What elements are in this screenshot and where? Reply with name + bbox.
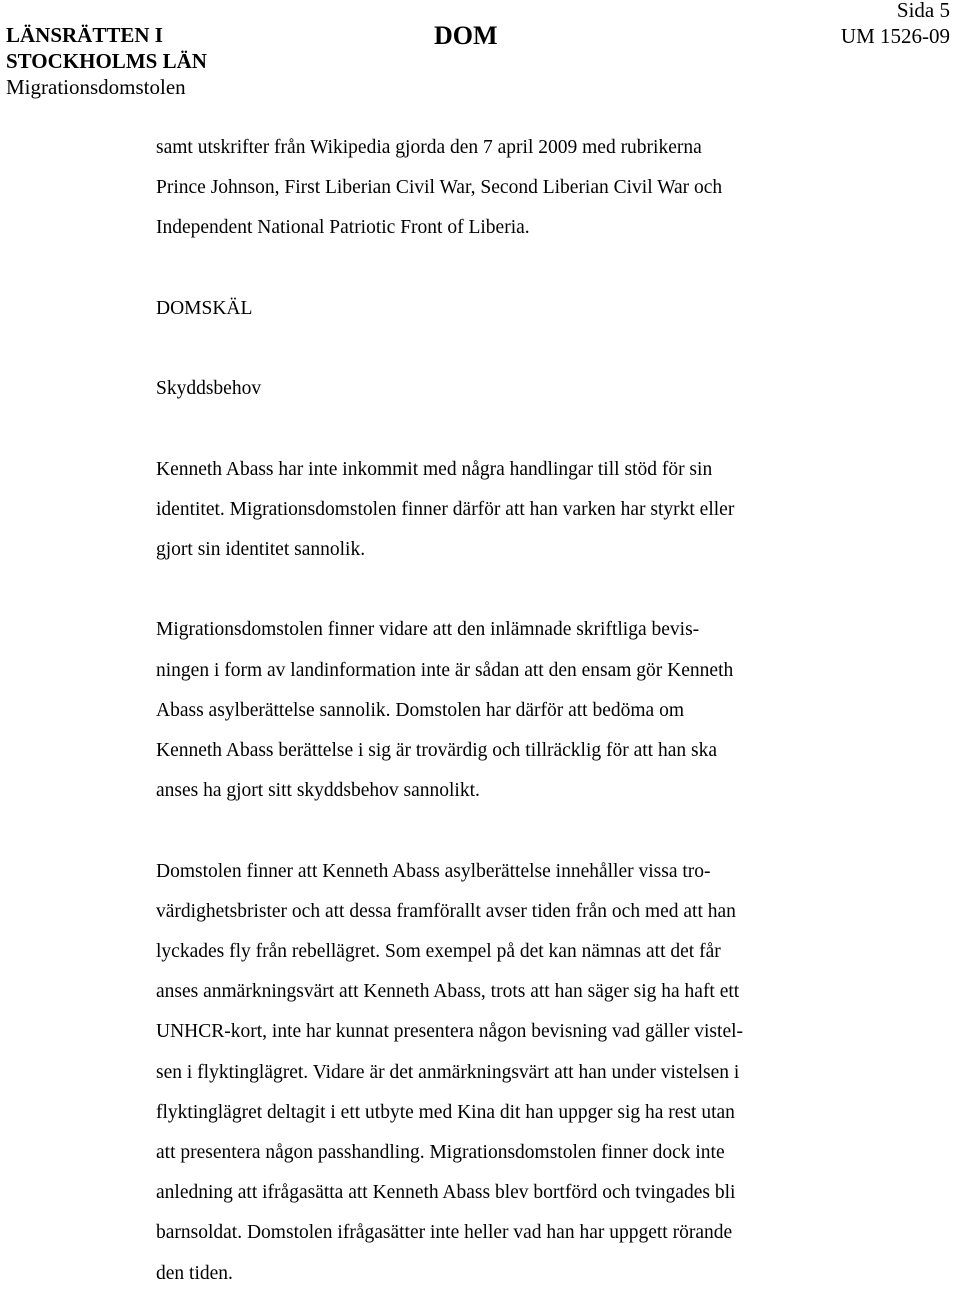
text-line: ningen i form av landinformation inte är sådan att den ensam gör Kenneth <box>156 659 734 681</box>
text-line: den tiden. <box>156 1262 233 1284</box>
text-line: att presentera någon passhandling. Migrationsdomstolen finner dock inte <box>156 1142 725 1163</box>
document-body <box>156 128 856 1294</box>
page-number: Sida 5 <box>896 0 950 22</box>
court-name-line2: STOCKHOLMS LÄN <box>6 49 207 73</box>
document-type: DOM <box>434 21 498 50</box>
text-line: värdighetsbrister och att dessa framförallt avser tiden från och med att han <box>156 900 736 922</box>
text-line: sen i flyktinglägret. Vidare är det anmärkningsvärt att han under vistelsen i <box>156 1061 740 1083</box>
text-line: identitet. Migrationsdomstolen finner därför att han varken har styrkt eller <box>156 498 735 520</box>
text-line: anses ha gjort sitt skyddsbehov sannolikt. <box>156 780 480 802</box>
text-line: anledning att ifrågasätta att Kenneth Abass blev bortförd och tvingades bli <box>156 1182 736 1204</box>
paragraph-credibility <box>156 852 856 1294</box>
paragraph-evidence <box>156 610 856 811</box>
text-line: Kenneth Abass berättelse i sig är trovärdig och tillräcklig för att han ska <box>156 739 717 761</box>
text-line: lyckades fly från rebellägret. Som exempel på det kan nämnas att det får <box>156 940 721 962</box>
text-line: Independent National Patriotic Front of Liberia. <box>156 217 530 239</box>
court-department: Migrationsdomstolen <box>6 75 186 99</box>
text-line: anses anmärkningsvärt att Kenneth Abass, trots att han säger sig ha haft ett <box>156 981 740 1003</box>
text-line: flyktinglägret deltagit i ett utbyte med Kina dit han uppger sig ha rest utan <box>156 1101 735 1123</box>
case-number: UM 1526-09 <box>840 24 950 48</box>
text-line: gjort sin identitet sannolik. <box>156 538 366 560</box>
text-line: UNHCR-kort, inte har kunnat presentera någon bevisning vad gäller vistel- <box>156 1021 744 1043</box>
text-line: Prince Johnson, First Liberian Civil War, Second Liberian Civil War och <box>156 177 723 199</box>
intro-paragraph <box>156 128 856 249</box>
text-line: samt utskrifter från Wikipedia gjorda den 7 april 2009 med rubrikerna <box>156 137 702 158</box>
text-line: Kenneth Abass har inte inkommit med några handlingar till stöd för sin <box>156 458 713 480</box>
text-line: barnsoldat. Domstolen ifrågasätter inte heller vad han har uppgett rörande <box>156 1222 733 1244</box>
paragraph-identity <box>156 450 856 571</box>
section-heading: DOMSKÄL <box>156 297 253 319</box>
text-line: Migrationsdomstolen finner vidare att den inlämnade skriftliga bevis- <box>156 619 700 641</box>
text-line: Abass asylberättelse sannolik. Domstolen har därför att bedöma om <box>156 699 684 721</box>
text-line: Domstolen finner att Kenneth Abass asylberättelse innehåller vissa tro- <box>156 860 711 882</box>
court-header <box>6 22 207 100</box>
court-name-line1: LÄNSRÄTTEN I <box>6 23 163 47</box>
subheading: Skyddsbehov <box>156 378 262 400</box>
